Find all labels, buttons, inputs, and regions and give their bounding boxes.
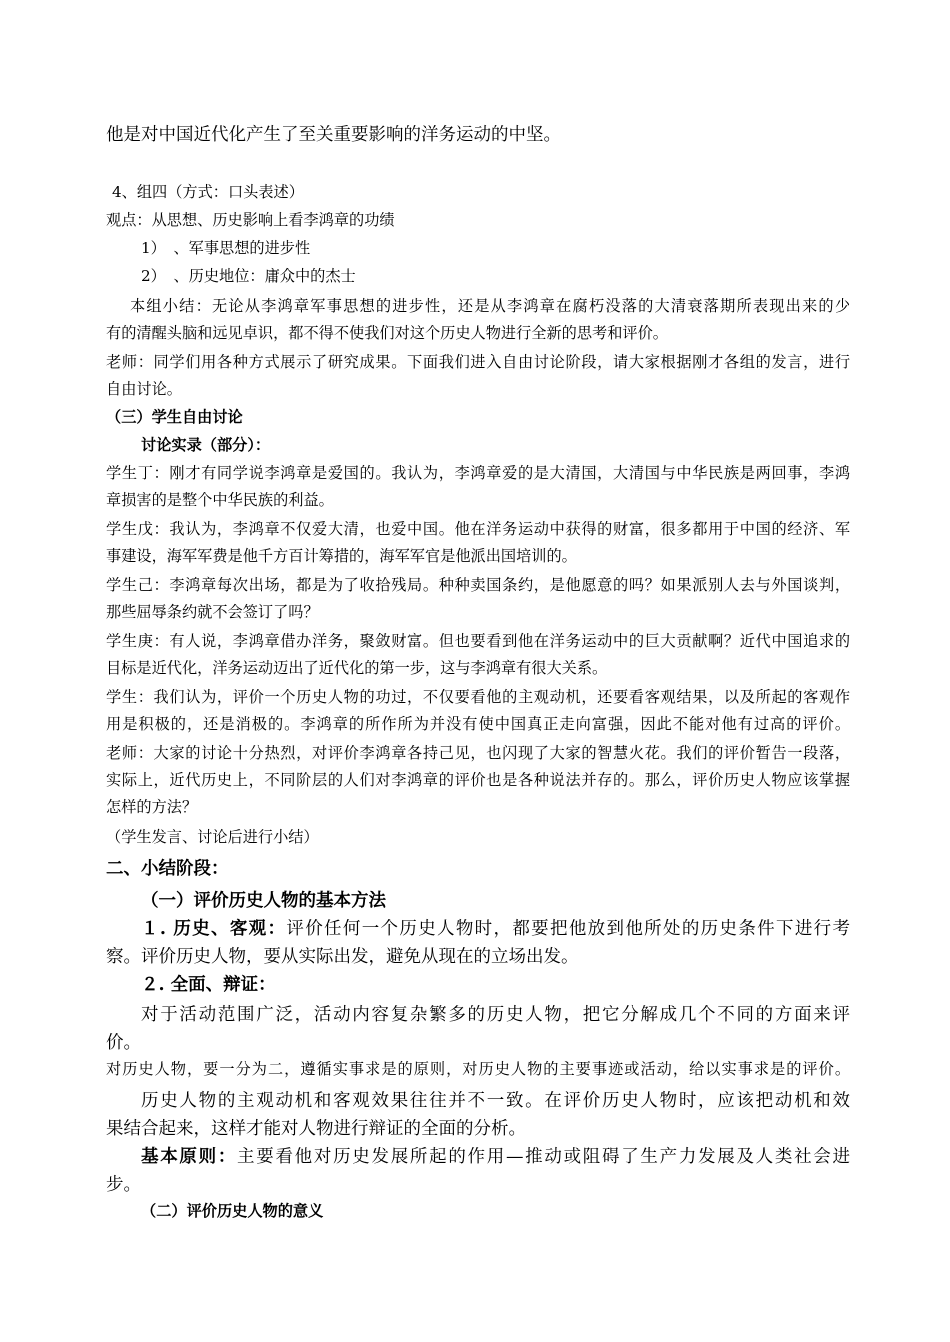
- group4-viewpoint: 观点：从思想、历史影响上看李鸿章的功绩: [106, 211, 395, 229]
- group4-item-2: 2） 、历史地位：庸众中的杰士: [141, 267, 356, 285]
- group4-heading: 4、组四（方式：口头表述）: [112, 183, 304, 201]
- student-ji-line-2: 那些屈辱条约就不会签订了吗？: [106, 603, 319, 621]
- method-history-objective-text: 评价任何一个历史人物时，都要把他放到他所处的历史条件下进行考: [286, 919, 851, 939]
- method-comprehensive-principle: 对历史人物，要一分为二，遵循实事求是的原则，对历史人物的主要事迹或活动，给以实事求是的评价。: [106, 1060, 850, 1078]
- student-group-line-1: 学生：我们认为，评价一个历史人物的功过，不仅要看他的主观动机，还要看客观结果，以及所起的客观作: [106, 688, 850, 706]
- discussion-note: （学生发言、讨论后进行小结）: [106, 828, 319, 846]
- teacher-conclusion-line-3: 怎样的方法？: [106, 798, 198, 816]
- method-comprehensive-line-1: 对于活动范围广泛，活动内容复杂繁多的历史人物，把它分解成几个不同的方面来评: [141, 1005, 850, 1025]
- student-wu-line-1: 学生戊：我认为，李鸿章不仅爱大清，也爱中国。他在洋务运动中获得的财富，很多都用于中国的经济、军: [106, 520, 850, 538]
- basic-principle-line-2: 步。: [106, 1175, 141, 1195]
- discussion-heading: （三）学生自由讨论: [106, 408, 243, 426]
- summary-subheading-methods: （一）评价历史人物的基本方法: [141, 891, 386, 911]
- discussion-record-title: 讨论实录（部分）：: [141, 436, 271, 454]
- teacher-conclusion-line-2: 实际上，近代历史上，不同阶层的人们对李鸿章的评价也是各种说法并存的。那么，评价历史人物应该掌握: [106, 771, 850, 789]
- teacher-transition-line-1: 老师：同学们用各种方式展示了研究成果。下面我们进入自由讨论阶段，请大家根据刚才各组的发言，进行: [106, 353, 850, 371]
- student-ding-line-1: 学生丁：刚才有同学说李鸿章是爱国的。我认为，李鸿章爱的是大清国，大清国与中华民族是两回事，李鸿: [106, 464, 850, 482]
- student-group-line-2: 用是积极的，还是消极的。李鸿章的所作所为并没有使中国真正走向富强，因此不能对他有过高的评价。: [106, 715, 850, 733]
- method-history-objective-line-1: [141, 915, 850, 940]
- basic-principle-line-1: [141, 1143, 850, 1168]
- method-comprehensive-label: ２. 全面、辩证：: [141, 975, 276, 995]
- student-geng-line-1: 学生庚：有人说，李鸿章借办洋务，聚敛财富。但也要看到他在洋务运动中的巨大贡献啊？近代中国追求的: [106, 632, 850, 650]
- method-motive-effect-line-2: 果结合起来，这样才能对人物进行辩证的全面的分析。: [106, 1119, 526, 1139]
- student-ji-line-1: 学生己：李鸿章每次出场，都是为了收拾残局。种种卖国条约，是他愿意的吗？如果派别人去与外国谈判，: [106, 576, 850, 594]
- method-motive-effect-line-1: 历史人物的主观动机和客观效果往往并不一致。在评价历史人物时，应该把动机和效: [141, 1091, 850, 1111]
- group4-item-1: 1） 、军事思想的进步性: [141, 239, 311, 257]
- method-history-objective-line-2: 察。评价历史人物，要从实际出发，避免从现在的立场出发。: [106, 947, 579, 967]
- intro-line: 他是对中国近代化产生了至关重要影响的洋务运动的中坚。: [106, 125, 561, 145]
- student-ding-line-2: 章损害的是整个中华民族的利益。: [106, 491, 334, 509]
- method-history-objective-label: １. 历史、客观：: [141, 919, 287, 939]
- teacher-conclusion-line-1: 老师：大家的讨论十分热烈，对评价李鸿章各持己见，也闪现了大家的智慧火花。我们的评价暂告一段落，: [106, 744, 850, 762]
- summary-subheading-significance: （二）评价历史人物的意义: [141, 1202, 324, 1220]
- teacher-transition-line-2: 自由讨论。: [106, 380, 182, 398]
- basic-principle-label: 基本原则：: [141, 1147, 238, 1167]
- basic-principle-text: 主要看他对历史发展所起的作用—推动或阻碍了生产力发展及人类社会进: [237, 1147, 851, 1167]
- method-comprehensive-line-2: 价。: [106, 1033, 141, 1053]
- group4-summary-line-2: 有的清醒头脑和远见卓识，都不得不使我们对这个历史人物进行全新的思考和评价。: [106, 324, 668, 342]
- group4-summary-line-1: 本组小结：无论从李鸿章军事思想的进步性，还是从李鸿章在腐朽没落的大清衰落期所表现出来的少: [130, 297, 850, 315]
- student-wu-line-2: 事建设，海军军费是他千方百计筹措的，海军军官是他派出国培训的。: [106, 547, 577, 565]
- summary-heading: 二、小结阶段：: [106, 859, 229, 879]
- student-geng-line-2: 目标是近代化，洋务运动迈出了近代化的第一步，这与李鸿章有很大关系。: [106, 659, 608, 677]
